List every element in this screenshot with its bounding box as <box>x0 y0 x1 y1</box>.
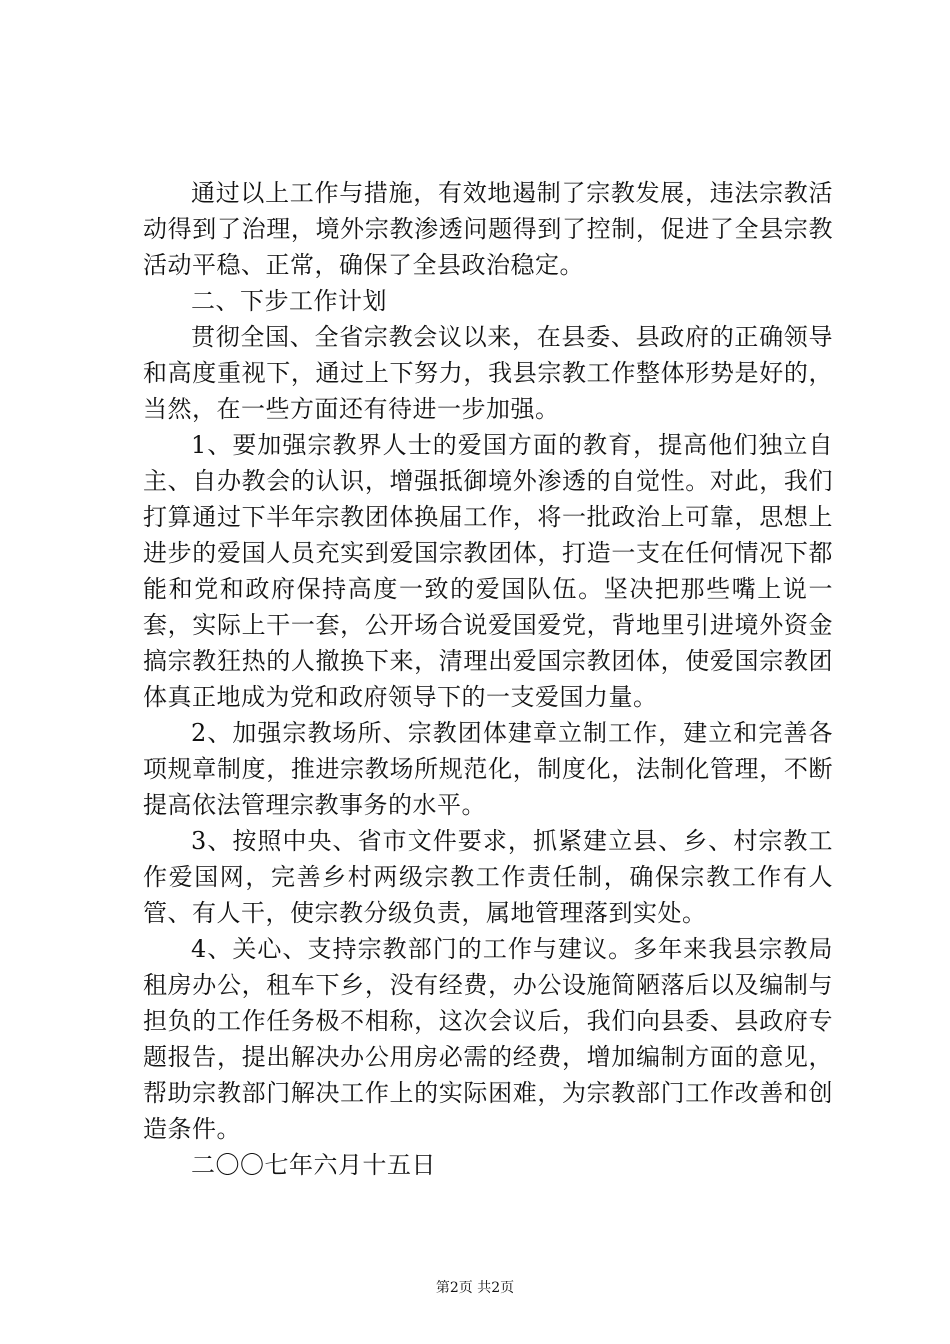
paragraph-item-4: 4、关心、支持宗教部门的工作与建议。多年来我县宗教局租房办公，租车下乡，没有经费，办公设施简陋落后以及编制与担负的工作任务极不相称，这次会议后，我们向县委、县政府专题报告，提出解决办公用房必需的经费，增加编制方面的意见，帮助宗教部门解决工作上的实际困难，为宗教部门工作改善和创造条件。 <box>143 935 833 1143</box>
document-date: 二〇〇七年六月十五日 <box>191 1151 436 1179</box>
paragraph-item-1: 1、要加强宗教界人士的爱国方面的教育，提高他们独立自主、自办教会的认识，增强抵御境外渗透的自觉性。对此，我们打算通过下半年宗教团体换届工作，将一批政治上可靠，思想上进步的爱国人员充实到爱国宗教团体，打造一支在任何情况下都能和党和政府保持高度一致的爱国队伍。坚决把那些嘴上说一套，实际上干一套，公开场合说爱国爱党，背地里引进境外资金搞宗教狂热的人撤换下来，清理出爱国宗教团体，使爱国宗教团体真正地成为党和政府领导下的一支爱国力量。 <box>143 431 833 711</box>
paragraph-item-3: 3、按照中央、省市文件要求，抓紧建立县、乡、村宗教工作爱国网，完善乡村两级宗教工作责任制，确保宗教工作有人管、有人干，使宗教分级负责，属地管理落到实处。 <box>143 827 833 927</box>
paragraph-item-2: 2、加强宗教场所、宗教团体建章立制工作，建立和完善各项规章制度，推进宗教场所规范化，制度化，法制化管理，不断提高依法管理宗教事务的水平。 <box>143 719 833 819</box>
page-footer <box>0 1278 950 1298</box>
paragraph-intro: 贯彻全国、全省宗教会议以来，在县委、县政府的正确领导和高度重视下，通过上下努力，我县宗教工作整体形势是好的，当然，在一些方面还有待进一步加强。 <box>143 323 833 423</box>
section-heading-next-steps: 二、下步工作计划 <box>191 287 387 315</box>
document-body <box>143 175 833 1183</box>
paragraph-summary: 通过以上工作与措施，有效地遏制了宗教发展，违法宗教活动得到了治理，境外宗教渗透问题得到了控制，促进了全县宗教活动平稳、正常，确保了全县政治稳定。 <box>143 179 833 279</box>
page-number: 第2页 共2页 <box>435 1280 515 1296</box>
